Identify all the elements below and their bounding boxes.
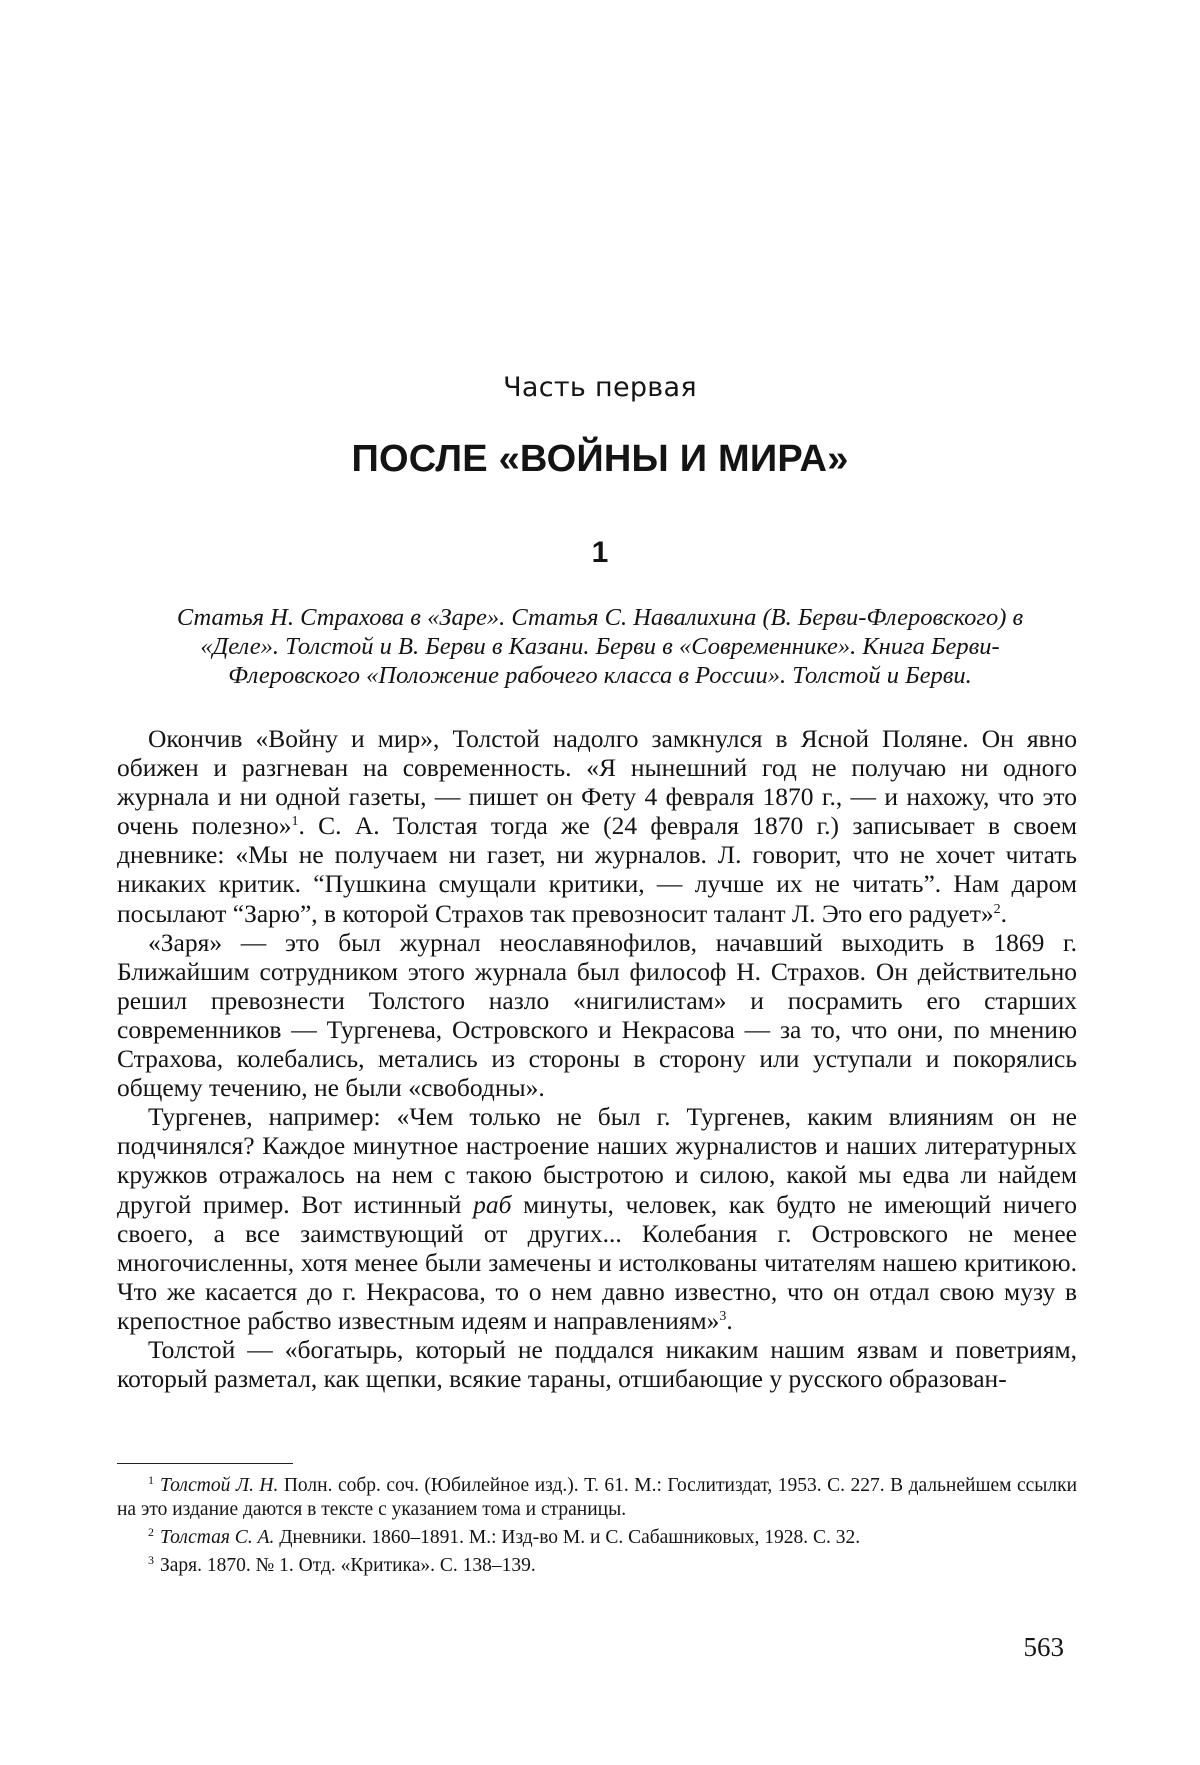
- footnote: [117, 1474, 1077, 1522]
- body-paragraph: [117, 1335, 1077, 1393]
- chapter-summary: Статья Н. Страхова в «Заре». Статья С. Навалихина (В. Берви-Флеровского) в «Деле». Толстой и В. Берви в Казани. Берви в «Современнике». Книга Берви-Флеровского «Положение рабочего класса в России». Толстой и Берви.: [176, 604, 1024, 689]
- footnote-number: 3: [148, 1553, 154, 1567]
- text-run: .: [1000, 898, 1007, 928]
- body-text: [117, 724, 1077, 1393]
- text-run: . С. А. Толстая тогда же (24 февраля 1870 г.) записывает в своем дневнике: «Мы не получаем ни газет, ни журналов. Л. говорит, что не хочет читать никаких критик. “Пушкина смущали критики, — лучше их не читать”. Нам даром посылают “Зарю”, в которой Страхов так превозносит талант Л. Это его радует»: [117, 811, 1077, 928]
- body-paragraph: [117, 1102, 1077, 1335]
- body-paragraph: [117, 724, 1077, 928]
- body-paragraph: [117, 928, 1077, 1103]
- page-title: ПОСЛЕ «ВОЙНЫ И МИРА»: [351, 438, 849, 480]
- footnote-reference: 3: [719, 1308, 727, 1324]
- page-number: 563: [1023, 1632, 1064, 1662]
- footnote-author: Толстой Л. Н.: [160, 1475, 279, 1496]
- footnote-reference: 1: [291, 814, 299, 830]
- text-run: Тургенев, например: «Чем только не был г. Тургенев, каким влияниям он не подчинялся? Каждое минутное настроение наших журналистов и наших литературных кружков отражалось на нем с такою быстротою и силою, какой мы едва ли найдем другой пример. Вот истинный: [117, 1102, 1077, 1219]
- footnote: [117, 1526, 1077, 1550]
- footnotes: [117, 1474, 1077, 1582]
- footnote: [117, 1554, 1077, 1578]
- footnote-text: Полн. собр. соч. (Юбилейное изд.). Т. 61. М.: Гослитиздат, 1953. С. 227. В дальнейшем ссылки на это издание даются в тексте с указанием тома и страницы.: [117, 1475, 1077, 1520]
- text-run: «Заря» — это был журнал неославянофилов, начавший выходить в 1869 г. Ближайшим сотрудником этого журнала был философ Н. Страхов. Он действительно решил превознести Толстого назло «нигилистам» и посрамить его старших современников — Тургенева, Островского и Некрасова — за то, что они, по мнению Страхова, колебались, метались из стороны в сторону или уступали и покорялись общему течению, не были «свободны».: [117, 927, 1077, 1103]
- text-run: минуты, человек, как будто не имеющий ничего своего, а все заимствующий от других... Колебания г. Островского не менее многочисленны, хотя менее были замечены и истолкованы читателям нашею критикою. Что же касается до г. Некрасова, то о нем давно известно, что он отдал свою музу в крепостное рабство известным идеям и направлениям»: [117, 1189, 1077, 1335]
- footnote-text: Заря. 1870. № 1. Отд. «Критика». С. 138–139.: [160, 1555, 536, 1576]
- footnote-number: 1: [148, 1473, 154, 1487]
- chapter-number: 1: [591, 536, 609, 569]
- text-run: Толстой — «богатырь, который не поддался никаким нашим язвам и поветриям, который разметал, как щепки, всякие тараны, отшибающие у русского образован-: [117, 1334, 1077, 1394]
- part-label: Часть первая: [503, 372, 697, 403]
- emphasized-word: раб: [473, 1189, 512, 1219]
- footnote-reference: 2: [993, 901, 1001, 917]
- text-run: Окончив «Войну и мир», Толстой надолго замкнулся в Ясной Поляне. Он явно обижен и разгневан на современность. «Я нынешний год не получаю ни одного журнала и ни одной газеты, — пишет он Фету 4 февраля 1870 г., — и нахожу, что это очень полезно»: [117, 724, 1077, 841]
- footnote-number: 2: [148, 1525, 154, 1539]
- footnote-author: Толстая С. А.: [160, 1527, 275, 1548]
- text-run: .: [726, 1305, 733, 1335]
- footnote-text: Дневники. 1860–1891. М.: Изд-во М. и С. Сабашниковых, 1928. С. 32.: [274, 1527, 861, 1548]
- footnote-divider: [117, 1463, 293, 1464]
